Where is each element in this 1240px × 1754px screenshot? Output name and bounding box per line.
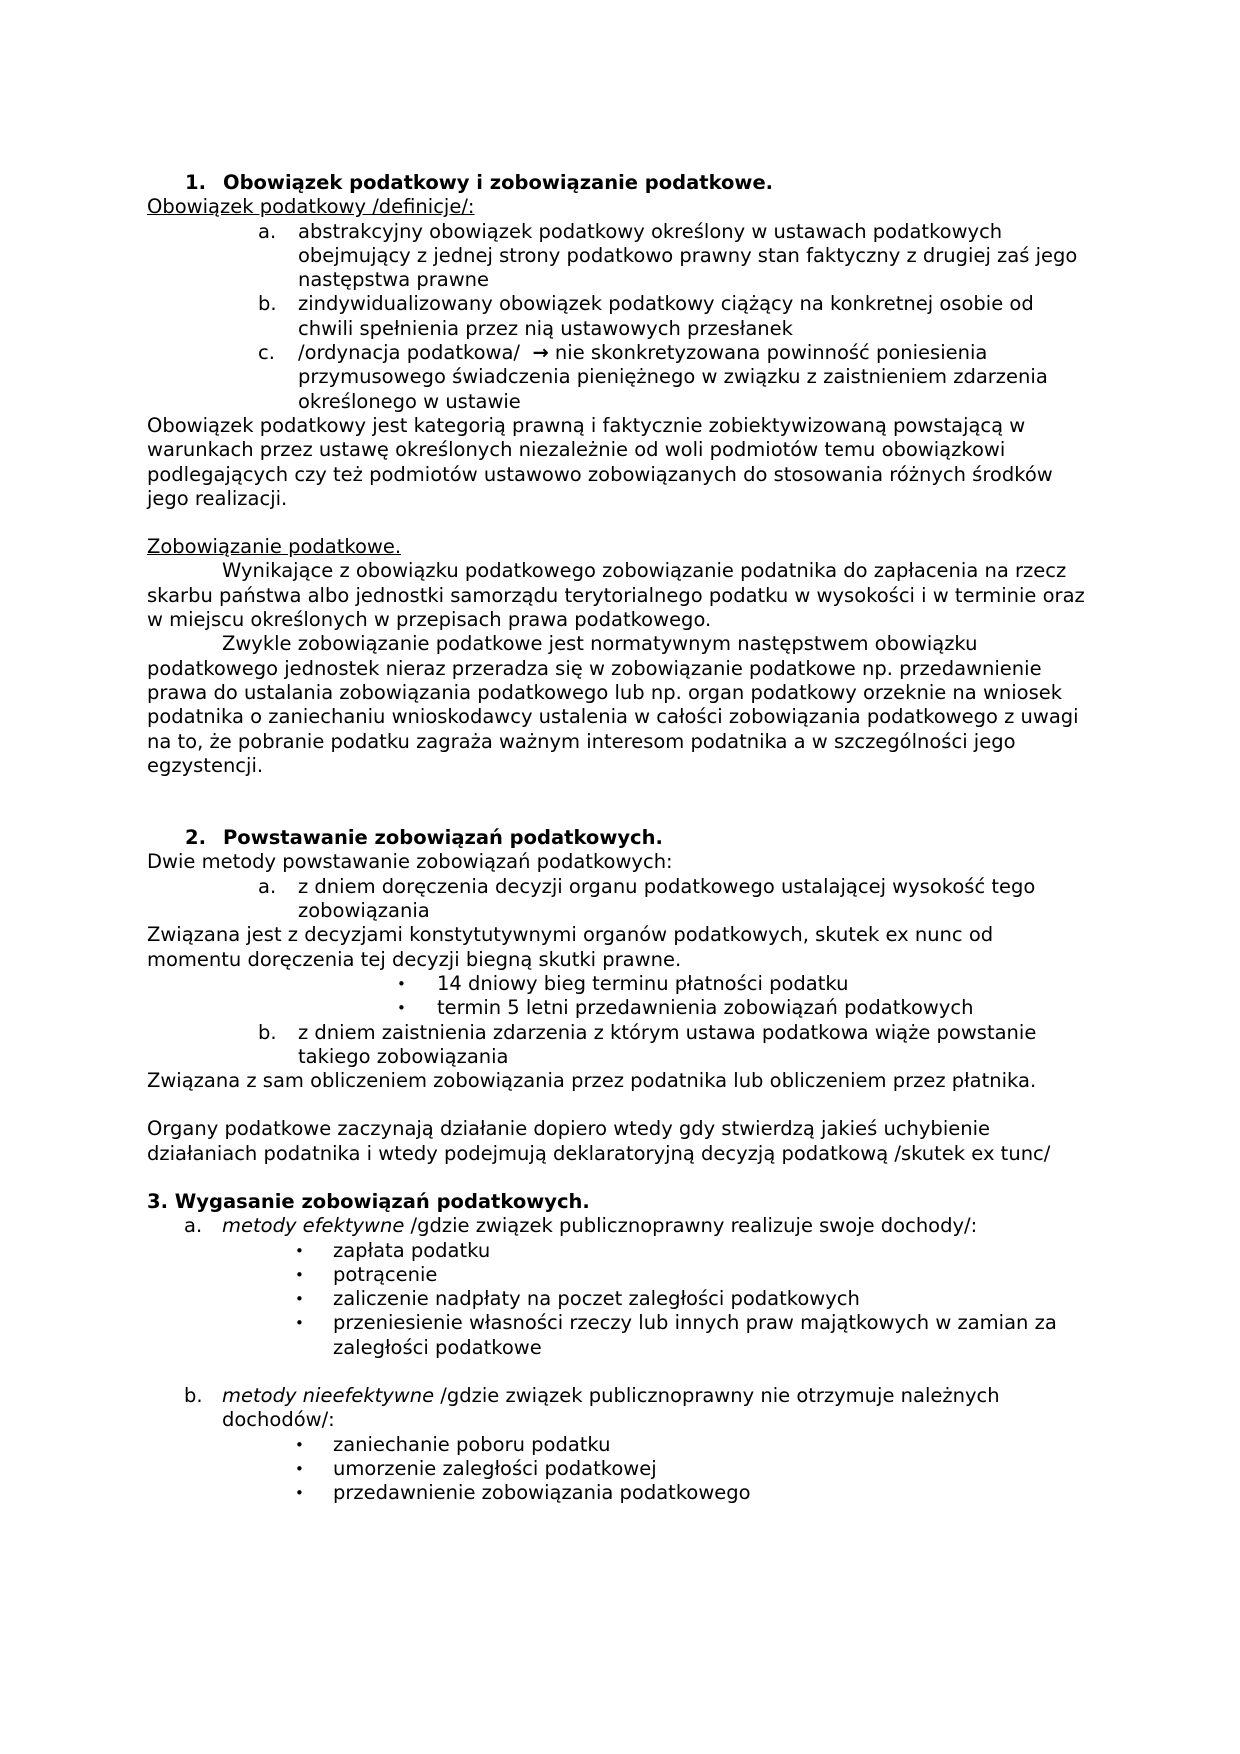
method-item-a: [258, 875, 1092, 924]
section-1-number: 1.: [185, 171, 206, 194]
bullet-icon: •: [295, 1290, 304, 1309]
effective-methods: [184, 1214, 1092, 1238]
list-marker: a.: [258, 874, 277, 898]
effective-methods-text: [222, 1214, 1092, 1238]
bullet-text: przeniesienie własności rzeczy lub innych praw majątkowych w zamian za zaległości podatkowe: [333, 1311, 1057, 1359]
effective-methods-desc: /gdzie związek publicznoprawny realizuje swoje dochody/:: [404, 1214, 978, 1238]
bullet-text: umorzenie zaległości podatkowej: [333, 1456, 657, 1480]
bullet-item: [295, 1287, 1092, 1311]
list-marker: b.: [184, 1384, 203, 1408]
bullet-text: 14 dniowy bieg terminu płatności podatku: [437, 971, 849, 995]
obligation-summary: Obowiązek podatkowy jest kategorią prawną i faktycznie zobiektywizowaną powstającą w warunkach przez ustawę określonych niezależnie od woli podmiotów temu obowiązkowi podlegających czy też podmiotów ustawowo zobowiązanych do stosowania różnych środków jego realizacji.: [147, 413, 1053, 510]
bullet-icon: •: [295, 1314, 304, 1333]
ineffective-methods-text: [222, 1384, 1092, 1433]
bullet-icon: •: [295, 1459, 304, 1478]
section-2-heading: [185, 826, 1092, 850]
bullet-text: zapłata podatku: [333, 1238, 491, 1262]
bullet-text: zaliczenie nadpłaty na poczet zaległości podatkowych: [333, 1287, 860, 1311]
list-marker: b.: [258, 1020, 277, 1044]
bullet-icon: •: [295, 1435, 304, 1454]
bullet-item: [295, 1239, 1092, 1263]
ineffective-methods-label: metody nieefektywne: [222, 1384, 435, 1408]
bullet-item: [295, 1457, 1092, 1481]
bullet-icon: •: [397, 974, 406, 993]
arrow-right-icon: →: [532, 341, 549, 365]
definition-source: /ordynacja podatkowa/: [298, 341, 520, 365]
bullet-item: [397, 996, 1092, 1020]
definition-text: zindywidualizowany obowiązek podatkowy ciążący na konkretnej osobie od chwili spełnienia przez nią ustawowych przesłanek: [298, 292, 1034, 340]
bullet-icon: •: [295, 1241, 304, 1260]
document-body: [147, 171, 1092, 1506]
method-item-b: [258, 1021, 1092, 1070]
ineffective-methods: [184, 1384, 1092, 1433]
method-text: z dniem doręczenia decyzji organu podatkowego ustalającej wysokość tego zobowiązania: [298, 874, 1036, 923]
liability-heading: Zobowiązanie podatkowe.: [147, 535, 402, 559]
definition-item-b: [258, 292, 1092, 341]
definition-body: nie skonkretyzowana powinność poniesienia przymusowego świadczenia pieniężnego w związku z zaistnieniem zdarzenia określonego w ustawie: [298, 341, 1048, 413]
list-marker: a.: [184, 1214, 203, 1238]
bullet-item: [295, 1311, 1092, 1360]
bullet-item: [295, 1263, 1092, 1287]
list-marker: a.: [258, 219, 277, 243]
section-2-number: 2.: [185, 826, 206, 850]
section-1-heading: [185, 171, 1092, 195]
section-3-heading: 3. Wygasanie zobowiązań podatkowych.: [147, 1189, 590, 1213]
definition-text: abstrakcyjny obowiązek podatkowy określony w ustawach podatkowych obejmujący z jednej strony podatkowo prawny stan faktyczny z drugiej zaś jego następstwa prawne: [298, 219, 1078, 292]
bullet-text: zaniechanie poboru podatku: [333, 1432, 611, 1456]
tax-authorities-paragraph: Organy podatkowe zaczynają działanie dopiero wtedy gdy stwierdzą jakieś uchybienie działaniach podatnika i wtedy podejmują deklaratoryjną decyzją podatkową /skutek ex tunc/: [147, 1117, 1051, 1165]
definition-item-c: [258, 341, 1092, 414]
list-marker: b.: [258, 292, 277, 316]
effective-methods-label: metody efektywne: [222, 1214, 405, 1238]
bullet-item: [295, 1433, 1092, 1457]
method-text: z dniem zaistnienia zdarzenia z którym ustawa podatkowa wiąże powstanie takiego zobowiązania: [298, 1020, 1037, 1068]
section-1-title: Obowiązek podatkowy i zobowiązanie podatkowe.: [223, 171, 774, 194]
bullet-icon: •: [397, 999, 406, 1018]
bullet-text: potrącenie: [333, 1262, 438, 1286]
method-a-description: Związana jest z decyzjami konstytutywnymi organów podatkowych, skutek ex nunc od momentu doręczenia tej decyzji biegną skutki prawne.: [147, 923, 994, 971]
method-b-description: Związana z sam obliczeniem zobowiązania przez podatnika lub obliczeniem przez płatnika.: [147, 1069, 1037, 1093]
bullet-text: termin 5 letni przedawnienia zobowiązań podatkowych: [437, 996, 974, 1020]
bullet-icon: •: [295, 1484, 304, 1503]
definition-item-a: [258, 220, 1092, 293]
list-marker: c.: [258, 341, 275, 365]
ineffective-methods-desc: /gdzie związek publicznoprawny nie otrzymuje należnych dochodów/:: [222, 1384, 1000, 1432]
bullet-item: [295, 1481, 1092, 1505]
section-2-title: Powstawanie zobowiązań podatkowych.: [223, 826, 663, 850]
bullet-item: [397, 972, 1092, 996]
bullet-text: przedawnienie zobowiązania podatkowego: [333, 1481, 751, 1505]
methods-intro: Dwie metody powstawanie zobowiązań podatkowych:: [147, 850, 673, 874]
bullet-icon: •: [295, 1265, 304, 1284]
definitions-heading: Obowiązek podatkowy /definicje/:: [147, 195, 475, 219]
liability-paragraph-1: Wynikające z obowiązku podatkowego zobowiązanie podatnika do zapłacenia na rzecz skarbu państwa albo jednostki samorządu terytorialnego podatku w wysokości i w terminie oraz w miejscu określonych w przepisach prawa podatkowego.: [147, 559, 1085, 632]
liability-paragraph-2: Zwykle zobowiązanie podatkowe jest normatywnym następstwem obowiązku podatkowego jednostek nieraz przeradza się w zobowiązanie podatkowe np. przedawnienie prawa do ustalania zobowiązania podatkowego lub np. organ podatkowy orzeknie na wniosek podatnika o zaniechaniu wnioskodawcy ustalenia w całości zobowiązania podatkowego z uwagi na to, że pobranie podatku zagraża ważnym interesom podatnika a w szczególności jego egzystencji.: [147, 632, 1079, 777]
definition-text: [298, 341, 1092, 414]
